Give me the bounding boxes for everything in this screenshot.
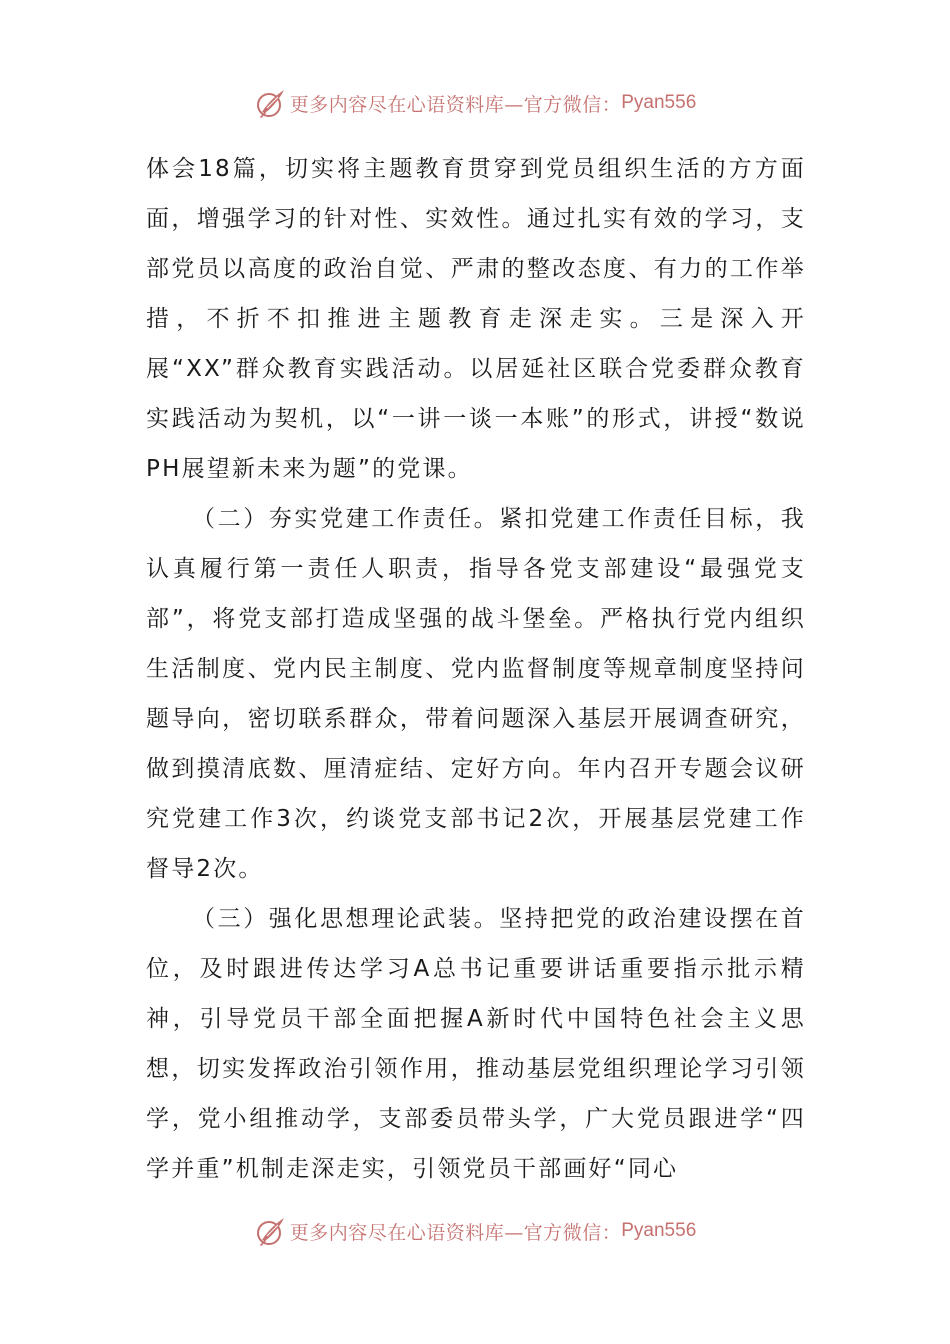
document-body [146,144,806,1194]
watermark-text: 更多内容尽在心语资料库—官方微信： [289,1221,622,1244]
paragraph-section-two: （二）夯实党建工作责任。紧扣党建工作责任目标，我认真履行第一责任人职责，指导各党支部建设“最强党支部”，将党支部打造成坚强的战斗堡垒。严格执行党内组织生活制度、党内民主制度、党内监督制度等规章制度坚持问题导向，密切联系群众，带着问题深入基层开展调查研究，做到摸清底数、厘清症结、定好方向。年内召开专题会议研究党建工作3次，约谈党支部书记2次，开展基层党建工作督导2次。 [146,506,806,882]
header-watermark [0,83,950,123]
paragraph-section-three: （三）强化思想理论武装。坚持把党的政治建设摆在首位，及时跟进传达学习A总书记重要讲话重要指示批示精神，引导党员干部全面把握A新时代中国特色社会主义思想，切实发挥政治引领作用，推动基层党组织理论学习引领学，党小组推动学，支部委员带头学，广大党员跟进学“四学并重”机制走深走实，引领党员干部画好“同心 [146,906,806,1182]
quill-pen-logo-icon [254,86,288,120]
quill-pen-logo-icon [254,1214,288,1248]
watermark-text: 更多内容尽在心语资料库—官方微信： [289,93,622,116]
watermark-wechat-id: Pyan556 [621,92,697,113]
watermark-wechat-id: Pyan556 [621,1220,697,1241]
paragraph-continued: 体会18篇，切实将主题教育贯穿到党员组织生活的方方面面，增强学习的针对性、实效性。通过扎实有效的学习，支部党员以高度的政治自觉、严肃的整改态度、有力的工作举措，不折不扣推进主题教育走深走实。三是深入开展“XX”群众教育实践活动。以居延社区联合党委群众教育实践活动为契机，以“一讲一谈一本账”的形式，讲授“数说PH展望新未来为题”的党课。 [146,156,806,482]
footer-watermark [0,1211,950,1251]
